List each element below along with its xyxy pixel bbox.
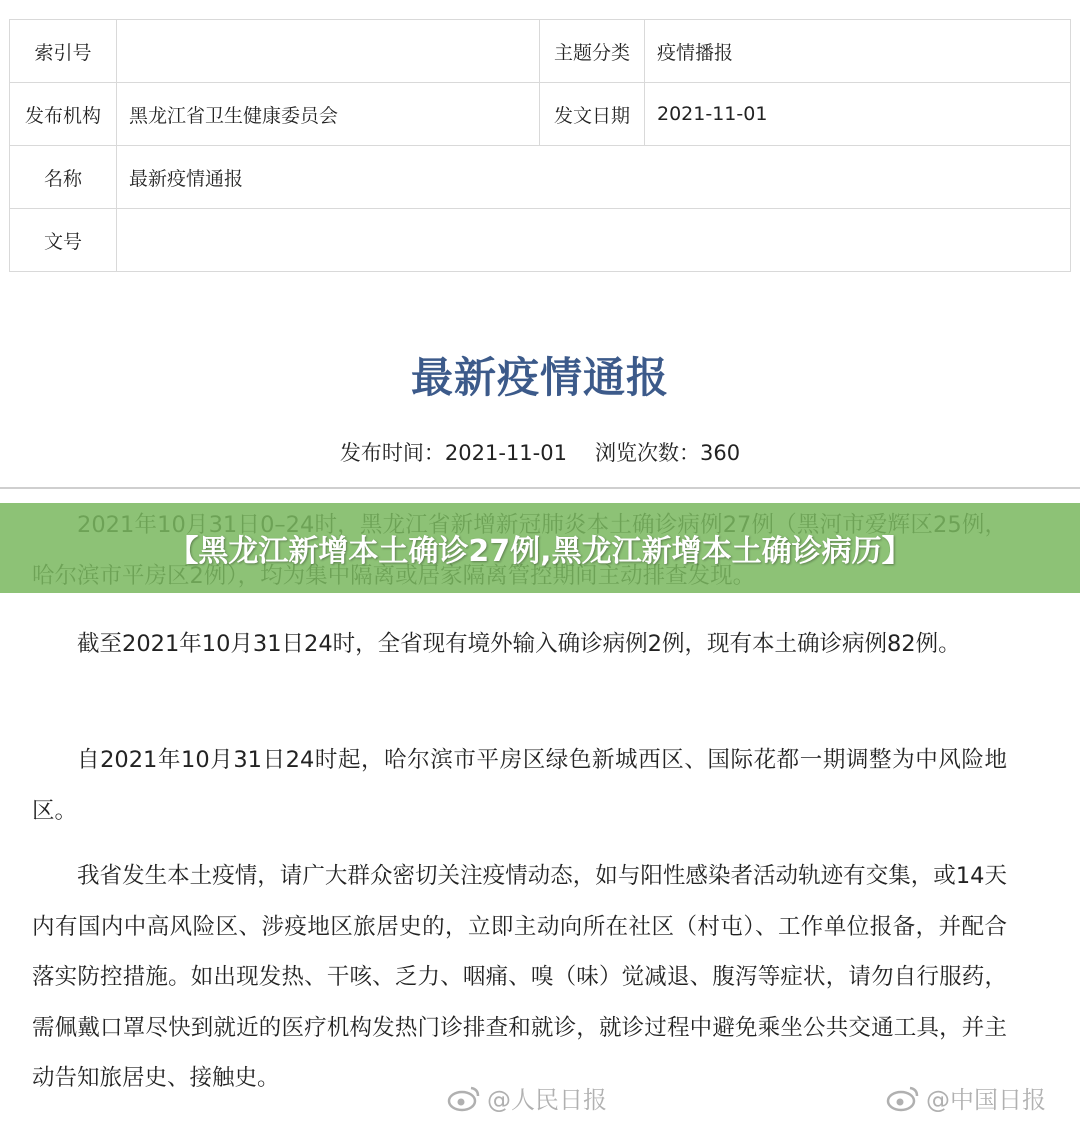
weibo-icon (447, 1084, 481, 1112)
views-count: 360 (699, 441, 741, 465)
table-row (10, 83, 1071, 146)
watermark (886, 1080, 1046, 1115)
divider (0, 487, 1080, 489)
name-value: 最新疫情通报 (117, 146, 1071, 209)
publish-info (0, 437, 1080, 467)
banner-text: 【黑龙江新增本土确诊27例,黑龙江新增本土确诊病历】 (168, 534, 912, 569)
weibo-icon (886, 1084, 920, 1112)
views-label: 浏览次数： (594, 441, 700, 465)
category-value: 疫情播报 (645, 20, 1071, 83)
date-value: 2021-11-01 (645, 83, 1071, 146)
paragraph-3: 自2021年10月31日24时起，哈尔滨市平房区绿色新城西区、国际花都一期调整为中风险地区。 (32, 747, 1007, 824)
publisher-label: 发布机构 (10, 83, 117, 146)
watermark (447, 1080, 607, 1115)
watermark-text: @中国日报 (926, 1086, 1046, 1114)
publish-time-label: 发布时间： (339, 441, 445, 465)
watermark-text: @人民日报 (487, 1086, 607, 1114)
paragraph-2: 截至2021年10月31日24时，全省现有境外输入确诊病例2例，现有本土确诊病例82例。 (77, 631, 961, 657)
publisher-value: 黑龙江省卫生健康委员会 (117, 83, 540, 146)
headline-banner (0, 503, 1080, 593)
document-info-table (9, 19, 1071, 272)
publish-time: 2021-11-01 (444, 441, 567, 465)
index-value (117, 20, 540, 83)
docno-value (117, 209, 1071, 272)
category-label: 主题分类 (540, 20, 645, 83)
name-label: 名称 (10, 146, 117, 209)
table-row (10, 209, 1071, 272)
docno-label: 文号 (10, 209, 117, 272)
table-row (10, 146, 1071, 209)
table-row (10, 20, 1071, 83)
page-title: 最新疫情通报 (410, 353, 669, 402)
paragraph-4: 我省发生本土疫情，请广大群众密切关注疫情动态，如与阳性感染者活动轨迹有交集，或14天内有国内中高风险区、涉疫地区旅居史的，立即主动向所在社区（村屯）、工作单位报备，并配合落实防控措施。如出现发热、干咳、乏力、咽痛、嗅（味）觉减退、腹泻等症状，请勿自行服药，需佩戴口罩尽快到就近的医疗机构发热门诊排查和就诊，就诊过程中避免乘坐公共交通工具，并主动告知旅居史、接触史。 (32, 863, 1007, 1091)
index-label: 索引号 (10, 20, 117, 83)
date-label: 发文日期 (540, 83, 645, 146)
